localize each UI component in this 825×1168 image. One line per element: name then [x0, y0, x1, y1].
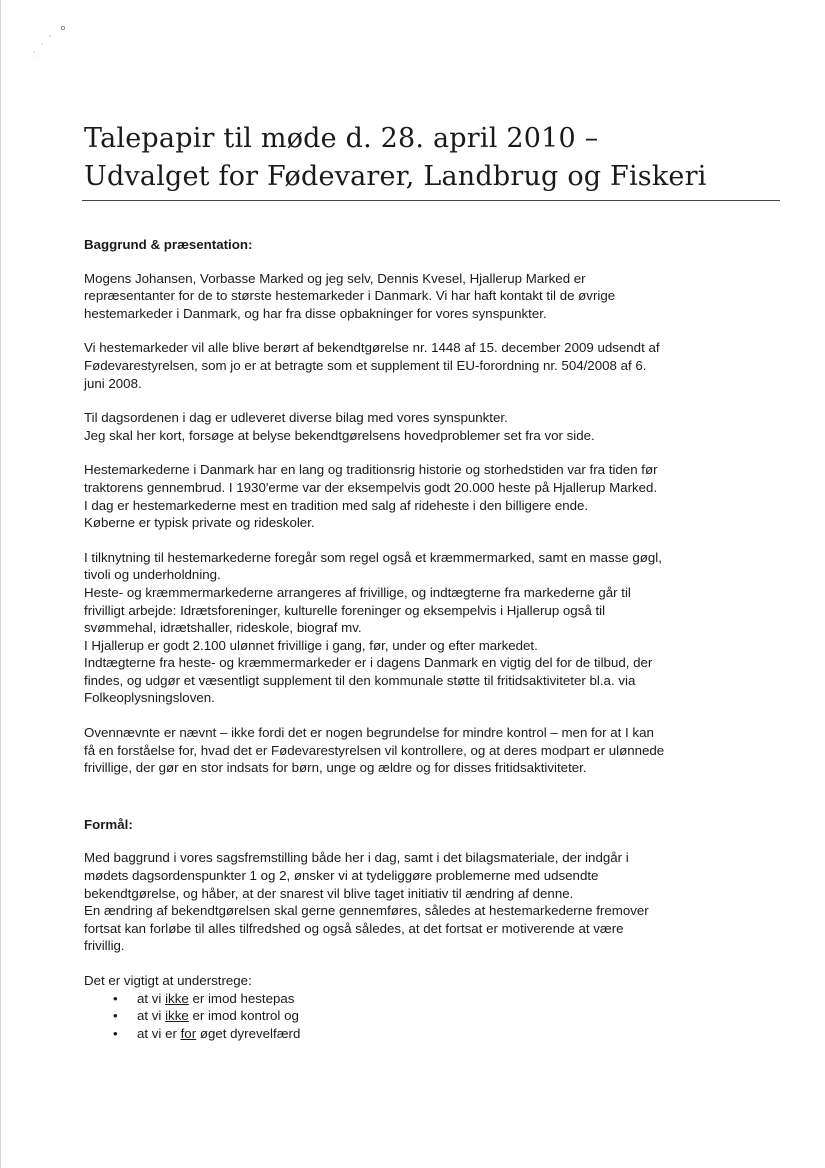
emphasis-list	[84, 990, 764, 1043]
list-item: • at vi ikke er imod hestepas	[84, 990, 764, 1008]
paragraph-agenda: Til dagsordenen i dag er udleveret diverse bilag med vores synspunkter. Jeg skal her kort, forsøge at belyse bekendtgørelsens hovedproblemer set fra vor side.	[84, 410, 595, 443]
document-body	[84, 236, 764, 1042]
section-heading-background: Baggrund & præsentation:	[84, 237, 253, 252]
paragraph-history: Hestemarkederne i Danmark har en lang og traditionsrig historie og storhedstiden var fra tiden før traktorens gennembrud. I 1930'erme var der eksempelvis godt 20.000 heste på Hjallerup Marked. I dag er hestemarkederne mest en tradition med salg af rideheste i den billigere ende. Køberne er typisk private og rideskoler.	[84, 462, 658, 531]
document-title	[84, 120, 784, 196]
paragraph-context: Ovennævnte er nævnt – ikke fordi det er nogen begrundelse for mindre kontrol – men for at I kan få en forståelse for, hvad det er Fødevarestyrelsen vil kontrollere, og at deres modpart er ulønnede frivillige, der gør en stor indsats for børn, unge og ældre og for disses fritidsaktiviteter.	[84, 725, 665, 776]
scan-edge	[0, 0, 1, 1168]
paragraph-emphasis-lead: Det er vigtigt at understrege:	[84, 973, 252, 988]
paragraph-regulation: Vi hestemarkeder vil alle blive berørt af bekendtgørelse nr. 1448 af 15. december 2009 udsendt af Fødevarestyrelsen, som jo er at betragte som et supplement til EU-forordning nr. 504/2008 af 6. juni 2008.	[84, 340, 660, 391]
title-line-1: Talepapir til møde d. 28. april 2010 –	[84, 123, 599, 154]
paragraph-purpose: Med baggrund i vores sagsfremstilling både her i dag, samt i det bilagsmateriale, der indgår i mødets dagsordenspunkter 1 og 2, ønsker vi at tydeliggøre problemerne med udsendte bekendtgørelse, og håber, at der snarest vil blive taget initiativ til ændring af denne. En ændring af bekendtgørelsen skal gerne gennemføres, således at hestemarkederne fremover fortsat kan forløbe til alles tilfredshed og også således, at det fortsat er motiverende at være frivillig.	[84, 850, 649, 954]
scan-speck-mark	[28, 22, 68, 62]
list-item: • at vi er for øget dyrevelfærd	[84, 1025, 764, 1043]
title-line-2: Udvalget for Fødevarer, Landbrug og Fiskeri	[84, 161, 707, 192]
paragraph-intro: Mogens Johansen, Vorbasse Marked og jeg selv, Dennis Kvesel, Hjallerup Marked er repræsentanter for de to største hestemarkeder i Danmark. Vi har haft kontakt til de øvrige hestemarkeder i Danmark, og har fra disse opbakninger for vores synspunkter.	[84, 270, 616, 321]
paragraph-volunteers: I tilknytning til hestemarkederne foregår som regel også et kræmmermarked, samt en masse gøgl, tivoli og underholdning. Heste- og kræmmermarkederne arrangeres af frivillige, og indtægterne fra markederne går til frivilligt arbejde: Idrætsforeninger, kulturelle foreninger og eksempelvis i Hjallerup også til svømmehal, idrætshaller, rideskole, biograf mv. I Hjallerup er godt 2.100 ulønnet frivillige i gang, før, under og efter markedet. Indtægterne fra heste- og kræmmermarkeder er i dagens Danmark en vigtig del for de tilbud, der findes, og udgør et væsentligt supplement til den kommunale støtte til fritidsaktiviteter bl.a. via Folkeoplysningsloven.	[84, 549, 662, 706]
section-heading-purpose: Formål:	[84, 816, 133, 832]
list-item: • at vi ikke er imod kontrol og	[84, 1007, 764, 1025]
title-divider	[82, 200, 780, 201]
